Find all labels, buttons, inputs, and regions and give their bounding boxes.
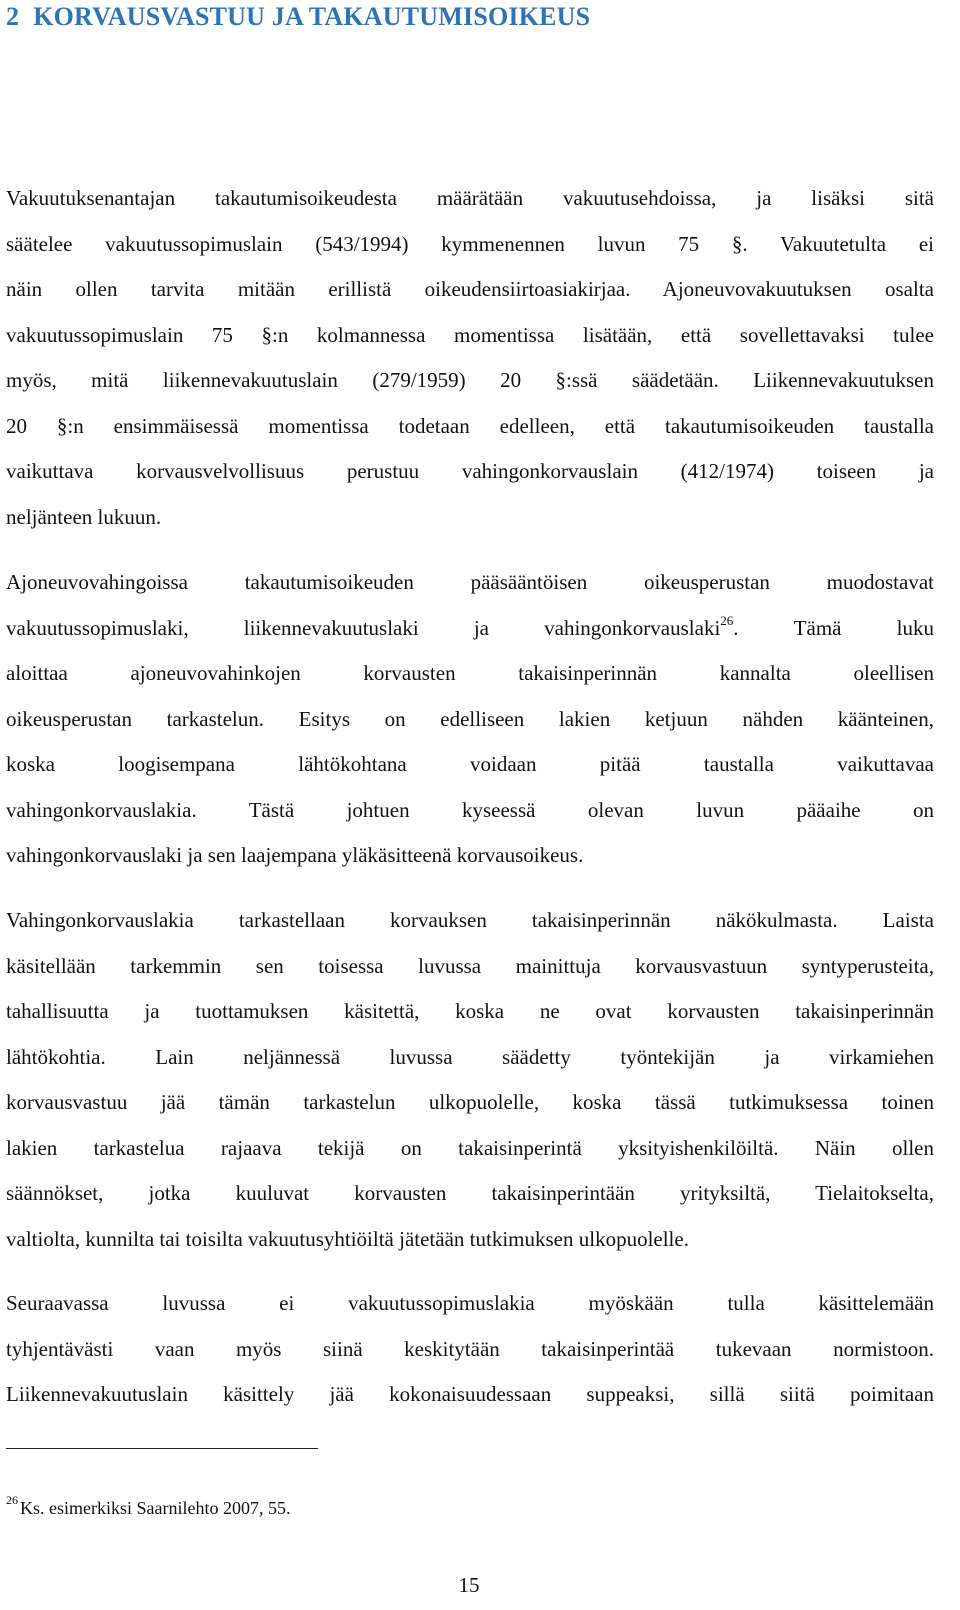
- text-line: näin ollen tarvita mitään erillistä oikeudensiirtoasiakirjaa. Ajoneuvovakuutuksen osalta: [6, 277, 934, 301]
- word: luku: [896, 615, 934, 640]
- text-line: valtiolta, kunnilta tai toisilta vakuutusyhtiöiltä jätetään tutkimuksen ulkopuolelle.: [6, 1226, 689, 1251]
- footnote-reference[interactable]: 26: [720, 612, 734, 628]
- text-line: koska loogisempana lähtökohtana voidaan pitää taustalla vaikuttavaa: [6, 752, 934, 776]
- footnote-separator: [6, 1448, 318, 1449]
- text-line: myös, mitä liikennevakuutuslain (279/1959) 20 §:ssä säädetään. Liikennevakuutuksen: [6, 368, 934, 392]
- word: Tämä: [793, 615, 842, 640]
- text-line: neljänteen lukuun.: [6, 504, 162, 529]
- text-line: vahingonkorvauslaki ja sen laajempana yläkäsitteenä korvausoikeus.: [6, 843, 584, 867]
- chapter-heading: [6, 0, 946, 34]
- word: liikennevakuutuslaki: [243, 615, 419, 640]
- paragraph-2: [6, 560, 934, 879]
- text-line: lähtökohtia. Lain neljännessä luvussa säädetty työntekijän ja virkamiehen: [6, 1044, 934, 1069]
- text-line: korvausvastuu jää tämän tarkastelun ulkopuolelle, koska tässä tutkimuksessa toinen: [6, 1090, 934, 1114]
- text-line: oikeusperustan tarkastelun. Esitys on edelliseen lakien ketjuun nähden käänteinen,: [6, 706, 934, 731]
- text-line: vaikuttava korvausvelvollisuus perustuu vahingonkorvauslain (412/1974) toiseen ja: [6, 459, 934, 483]
- paragraph-1: [6, 176, 934, 540]
- text-line: säännökset, jotka kuuluvat korvausten takaisinperintään yrityksiltä, Tielaitokselta,: [6, 1181, 934, 1205]
- text-line: Vakuutuksenantajan takautumisoikeudesta määrätään vakuutusehdoissa, ja lisäksi sitä: [6, 186, 934, 210]
- footnote: [6, 1493, 291, 1520]
- chapter-number: 2: [6, 2, 20, 31]
- text-line: lakien tarkastelua rajaava tekijä on takaisinperintä yksityishenkilöiltä. Näin ollen: [6, 1135, 934, 1160]
- word: vahingonkorvauslaki$^{26}$.: [544, 612, 739, 640]
- text-line: vakuutussopimuslain 75 §:n kolmannessa momentissa lisätään, että sovellettavaksi tulee: [6, 322, 934, 347]
- footnote-text: Ks. esimerkiksi Saarnilehto 2007, 55.: [20, 1498, 291, 1518]
- text-line-with-footnote: [6, 606, 934, 652]
- text-line: tahallisuutta ja tuottamuksen käsitettä, koska ne ovat korvausten takaisinperinnän: [6, 999, 934, 1023]
- text-line: 20 §:n ensimmäisessä momentissa todetaan edelleen, että takautumisoikeuden taustalla: [6, 413, 934, 438]
- paragraph-3: [6, 898, 934, 1262]
- footnote-number: 26: [6, 1493, 18, 1507]
- paragraph-4: [6, 1281, 934, 1418]
- text-line: Ajoneuvovahingoissa takautumisoikeuden pääsääntöisen oikeusperustan muodostavat: [6, 570, 934, 594]
- text-line: säätelee vakuutussopimuslain (543/1994) kymmenennen luvun 75 §. Vakuutetulta ei: [6, 231, 934, 256]
- text-line: tyhjentävästi vaan myös siinä keskitytään takaisinperintää tukevaan normistoon.: [6, 1336, 934, 1361]
- word: ja: [473, 615, 489, 640]
- text-line: käsitellään tarkemmin sen toisessa luvussa mainittuja korvausvastuun syntyperusteita,: [6, 953, 934, 978]
- text-line: Vahingonkorvauslakia tarkastellaan korvauksen takaisinperinnän näkökulmasta. Laista: [6, 908, 934, 932]
- text-line: Seuraavassa luvussa ei vakuutussopimuslakia myöskään tulla käsittelemään: [6, 1291, 934, 1315]
- text-line: Liikennevakuutuslain käsittely jää kokonaisuudessaan suppeaksi, sillä siitä poimitaan: [6, 1382, 934, 1406]
- word: vakuutussopimuslaki,: [6, 615, 189, 640]
- text-line: aloittaa ajoneuvovahinkojen korvausten takaisinperinnän kannalta oleellisen: [6, 661, 934, 685]
- chapter-title: KORVAUSVASTUU JA TAKAUTUMISOIKEUS: [33, 2, 591, 31]
- page-number: 15: [458, 1573, 480, 1597]
- text-line: vahingonkorvauslakia. Tästä johtuen kyseessä olevan luvun pääaihe on: [6, 797, 934, 822]
